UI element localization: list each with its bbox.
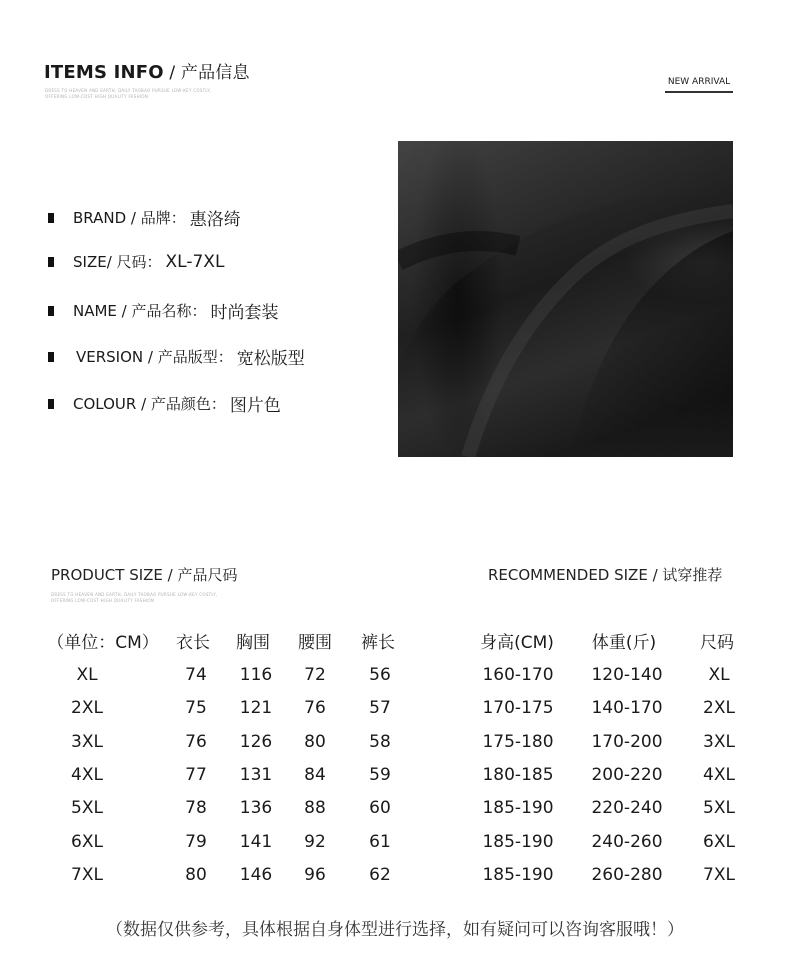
product-cell: 80 xyxy=(185,865,207,885)
product-cell: 3XL xyxy=(71,732,103,752)
rec-cell: 170-200 xyxy=(591,732,663,752)
product-cell: 136 xyxy=(239,798,273,818)
product-cell: 6XL xyxy=(71,832,103,852)
info-label: COLOUR / 产品颜色： xyxy=(73,395,226,413)
product-header-chest: 胸围 xyxy=(236,633,270,653)
fabric-photo xyxy=(398,141,733,457)
info-value: 惠洛绮 xyxy=(189,210,241,230)
info-label: VERSION / 产品版型： xyxy=(76,348,233,366)
product-header-unit: （单位：CM） xyxy=(47,633,159,653)
product-cell: 76 xyxy=(185,732,207,752)
bullet-square-icon xyxy=(48,257,54,267)
product-tagline-line-1: DRESS TO HEAVEN AND EARTH, DAILY TAOBAO PURSUE LOW-KEY COSTLY, xyxy=(51,592,218,597)
rec-cell: 4XL xyxy=(703,765,735,785)
rec-cell: 180-185 xyxy=(482,765,554,785)
product-size-title: PRODUCT SIZE / 产品尺码 xyxy=(51,566,238,584)
page-title-cn: / 产品信息 xyxy=(163,63,250,83)
product-header-length: 衣长 xyxy=(176,633,210,653)
info-label: BRAND / 品牌： xyxy=(73,209,186,227)
product-cell: 121 xyxy=(239,698,273,718)
product-cell: 58 xyxy=(369,732,391,752)
info-row-name xyxy=(48,298,279,323)
header-tagline-line-2: OFFERING LOW-COST HIGH QUALITY FASHION xyxy=(45,94,149,99)
info-row-colour xyxy=(48,391,281,416)
info-row-brand xyxy=(48,205,241,230)
rec-header-size: 尺码 xyxy=(700,633,734,653)
rec-cell: 220-240 xyxy=(591,798,663,818)
rec-cell: 185-190 xyxy=(482,865,554,885)
product-cell: 126 xyxy=(239,732,273,752)
rec-cell: 170-175 xyxy=(482,698,554,718)
rec-header-height: 身高(CM) xyxy=(480,633,554,653)
product-cell: 7XL xyxy=(71,865,103,885)
product-header-pants: 裤长 xyxy=(361,633,395,653)
rec-cell: 185-190 xyxy=(482,832,554,852)
rec-cell: 6XL xyxy=(703,832,735,852)
product-cell: 4XL xyxy=(71,765,103,785)
rec-cell: 175-180 xyxy=(482,732,554,752)
header-tagline-line-1: DRESS TO HEAVEN AND EARTH, DAILY TAOBAO PURSUE LOW-KEY COSTLY, xyxy=(45,88,212,93)
product-cell: XL xyxy=(76,665,98,685)
info-label: SIZE/ 尺码： xyxy=(73,253,162,271)
bullet-square-icon xyxy=(48,352,54,362)
product-cell: 141 xyxy=(239,832,273,852)
header-tagline xyxy=(45,88,212,100)
rec-cell: 3XL xyxy=(703,732,735,752)
info-value: XL-7XL xyxy=(165,251,225,272)
info-row-version xyxy=(48,344,305,369)
product-cell: 61 xyxy=(369,832,391,852)
rec-cell: 200-220 xyxy=(591,765,663,785)
bullet-square-icon xyxy=(48,213,54,223)
product-cell: 146 xyxy=(239,865,273,885)
rec-cell: 260-280 xyxy=(591,865,663,885)
rec-cell: 185-190 xyxy=(482,798,554,818)
bullet-square-icon xyxy=(48,399,54,409)
rec-cell: 240-260 xyxy=(591,832,663,852)
product-cell: 88 xyxy=(304,798,326,818)
rec-cell: 2XL xyxy=(703,698,735,718)
rec-cell: XL xyxy=(708,665,730,685)
product-cell: 131 xyxy=(239,765,273,785)
rec-cell: 160-170 xyxy=(482,665,554,685)
product-cell: 79 xyxy=(185,832,207,852)
product-cell: 2XL xyxy=(71,698,103,718)
product-cell: 75 xyxy=(185,698,207,718)
recommended-size-title: RECOMMENDED SIZE / 试穿推荐 xyxy=(488,566,723,584)
bullet-square-icon xyxy=(48,306,54,316)
page-title-en: ITEMS INFO xyxy=(44,62,164,83)
product-cell: 80 xyxy=(304,732,326,752)
product-cell: 92 xyxy=(304,832,326,852)
rec-cell: 5XL xyxy=(703,798,735,818)
product-cell: 72 xyxy=(304,665,326,685)
product-cell: 76 xyxy=(304,698,326,718)
product-cell: 62 xyxy=(369,865,391,885)
footer-note: （数据仅供参考，具体根据自身体型进行选择，如有疑问可以咨询客服哦！） xyxy=(106,920,684,940)
info-value: 时尚套装 xyxy=(210,303,279,323)
product-cell: 56 xyxy=(369,665,391,685)
product-cell: 59 xyxy=(369,765,391,785)
product-cell: 5XL xyxy=(71,798,103,818)
product-header-waist: 腰围 xyxy=(298,633,332,653)
product-cell: 57 xyxy=(369,698,391,718)
product-size-tagline xyxy=(51,592,218,604)
new-arrival-badge: NEW ARRIVAL xyxy=(667,77,731,87)
new-arrival-underline xyxy=(665,91,733,93)
product-cell: 84 xyxy=(304,765,326,785)
info-row-size xyxy=(48,251,224,272)
rec-cell: 140-170 xyxy=(591,698,663,718)
product-cell: 74 xyxy=(185,665,207,685)
rec-header-weight: 体重(斤) xyxy=(591,633,657,653)
product-cell: 77 xyxy=(185,765,207,785)
fabric-folds xyxy=(398,141,733,457)
product-cell: 96 xyxy=(304,865,326,885)
product-cell: 60 xyxy=(369,798,391,818)
page-title xyxy=(44,58,250,83)
info-label: NAME / 产品名称： xyxy=(73,302,207,320)
info-value: 图片色 xyxy=(229,396,281,416)
product-cell: 116 xyxy=(239,665,273,685)
rec-cell: 7XL xyxy=(703,865,735,885)
info-value: 宽松版型 xyxy=(236,349,305,369)
product-cell: 78 xyxy=(185,798,207,818)
product-tagline-line-2: OFFERING LOW-COST HIGH QUALITY FASHION xyxy=(51,598,155,603)
rec-cell: 120-140 xyxy=(591,665,663,685)
